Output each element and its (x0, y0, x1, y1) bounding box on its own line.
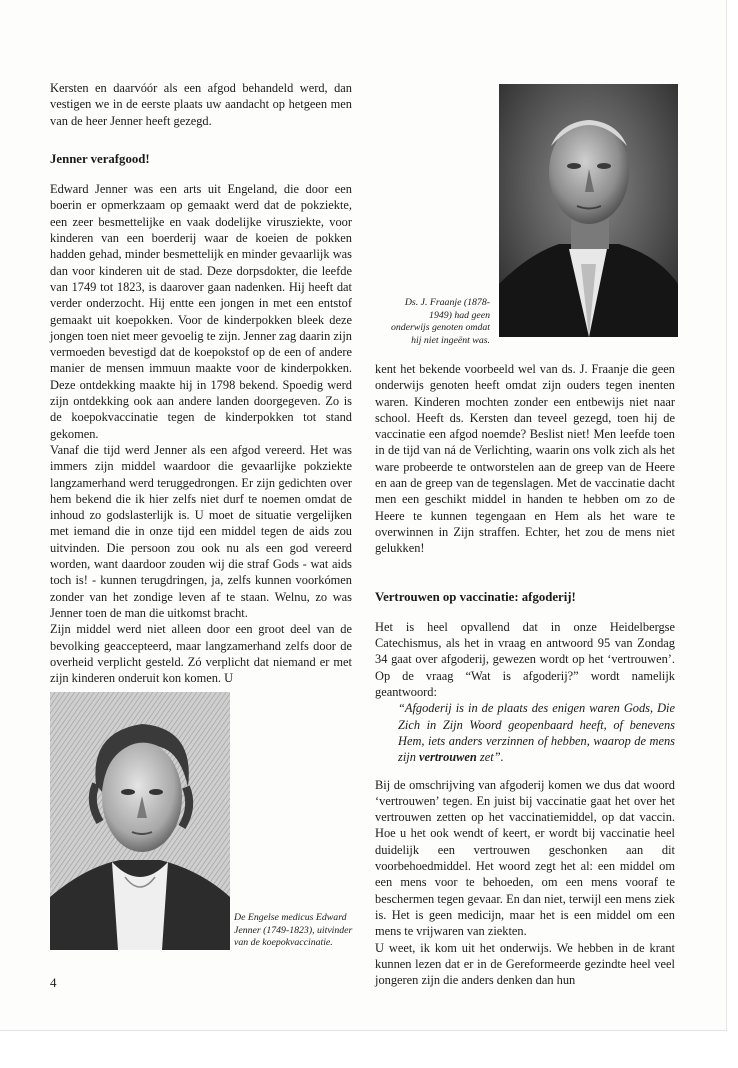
right-column (375, 361, 675, 988)
quote-bold-word: vertrouwen (419, 750, 477, 765)
jenner-paragraph-1: Edward Jenner was een arts uit Engeland, die door een boerin er opmerkzaam op gemaakt werd dat de pokziekte, een zeer besmettelijke en vaak dodelijke virusziekte, voor kinderen van een boerderij waar de koeien de pokken hadden gehad, minder besmettelijk en minder gevaarlijk was dan voor kinderen uit de stad. Deze dorpsdokter, die leefde van 1749 tot 1823, is daarover gaan nadenken. Hij heeft dat verder onderzocht. Hij entte een jongen in met een entstof gemaakt uit koepokken. Voor de kinderpokken bleek deze jongen toen niet meer gevoelig te zijn. Jenner zag daarin zijn vermoeden bevestigd dat de koepokstof op de een of andere manier de mensen immuun maakte voor de kinderpokken. Deze ontdekking maakte hij in 1798 bekend. Spoedig werd zijn ontdekking ook aan andere landen doorgegeven. Zo is de koepokvaccinatie tegen de kinderpokken tot stand gekomen. (50, 182, 352, 441)
quote-text-1: “Afgoderij is in de plaats des enigen waren Gods, Die Zich in Zijn Woord geopenbaard heeft, of benevens Hem, iets anders verzinnen of hebben, waarop de mens zijn (398, 701, 675, 765)
section-heading-jenner: Jenner verafgood! (50, 151, 150, 166)
quote-text-2: zet”. (476, 750, 504, 765)
fraanje-paragraph: kent het bekende voorbeeld wel van ds. J. Fraanje die geen onderwijs genoten heeft omdat zijn ouders tegen inenten waren. Kinderen mochten zonder een entbewijs niet naar school. Heeft ds. Kersten dan teveel gezegd, toen hij de vaccinatie een afgod noemde? Beslist niet! Men leefde toen in de tijd van ná de Verlichting, waarin ons volk zich als het ware probeerde te ontworstelen aan de greep van de Heere en aan de greep van de tegenslagen. Met de vaccinatie dacht men een geschikt middel in handen te hebben om zo de Heere te kunnen tegengaan en Hem als het ware te overwinnen in Zijn straffen. Echter, het zou de mens niet gelukken! (375, 362, 675, 556)
jenner-photo-caption: De Engelse medicus Edward Jenner (1749-1823), uitvinder van de koepokvaccinatie. (234, 912, 353, 949)
fraanje-photo-caption: Ds. J. Fraanje (1878-1949) had geen onderwijs genoten omdat hij niet ingeënt was. (390, 297, 490, 346)
trust-paragraph: Bij de omschrijving van afgoderij komen we dus dat woord ‘vertrouwen’ tegen. En juist bij vaccinatie gaat het over het vertrouwen zetten op het vaccinatiemiddel, op dat vaccin. Hoe u het ook wendt of keert, er wordt bij vaccinatie heel duidelijk een vertrouwen geschonken aan dit voorbehoedmiddel. Het woord zegt het al: een middel om een mens voor te behoeden, om een mens vooraf te beschermen tegen gevaar. En dan niet, terwijl een mens ziek is. Het is geen medicijn, maar het is een middel om een mens te vrijwaren van ziekten. (375, 777, 675, 939)
education-paragraph: U weet, ik kom uit het onderwijs. We hebben in de krant kunnen lezen dat er in de Gereformeerde gezindte heel veel jongeren zijn die anders denken dan hun (375, 940, 675, 988)
page-number: 4 (50, 975, 57, 990)
intro-paragraph: Kersten en daarvóór als een afgod behandeld werd, dan vestigen we in de eerste plaats uw aandacht op hetgeen men van de heer Jenner heeft gezegd. (50, 81, 352, 128)
section-heading-vaccination: Vertrouwen op vaccinatie: afgoderij! (375, 589, 576, 604)
left-column (50, 80, 352, 686)
jenner-paragraph-3: Zijn middel werd niet alleen door een groot deel van de bevolking geaccepteerd, maar langzamerhand zelfs door de overheid verplicht gesteld. Zó verplicht dat niemand er met zijn kinderen onderuit kon komen. U (50, 622, 352, 686)
jenner-portrait-engraving (50, 692, 230, 950)
fraanje-portrait-photo (499, 84, 678, 337)
fraanje-portrait-image (499, 84, 678, 337)
jenner-portrait-image (50, 692, 230, 950)
jenner-paragraph-2: Vanaf die tijd werd Jenner als een afgod vereerd. Het was immers zijn middel waardoor die gevaarlijke pokziekte langzamerhand werd teruggedrongen. Er zijn gedichten over hem bekend die ik hier zelfs niet durf te noemen omdat de inhoud zo godslasterlijk is. U moet de situatie vergelijken met iemand die in onze tijd een middel tegen de aids zou uitvinden. Die persoon zou ook nu als een god vereerd worden, want daardoor zouden wij die straf Gods - wat aids toch is! - kunnen terugdringen, ja, zelfs kunnen voorkómen zonder van het zondige leven af te staan. Welnu, zo was Jenner toen de man die uitkomst bracht. (50, 442, 352, 620)
catechism-quote (398, 700, 675, 765)
catechism-paragraph: Het is heel opvallend dat in onze Heidelbergse Catechismus, als het in vraag en antwoord 95 van Zondag 34 gaat over afgoderij, gewezen wordt op het ‘vertrouwen’. Op de vraag “Wat is afgoderij?” wordt namelijk geantwoord: (375, 619, 675, 700)
